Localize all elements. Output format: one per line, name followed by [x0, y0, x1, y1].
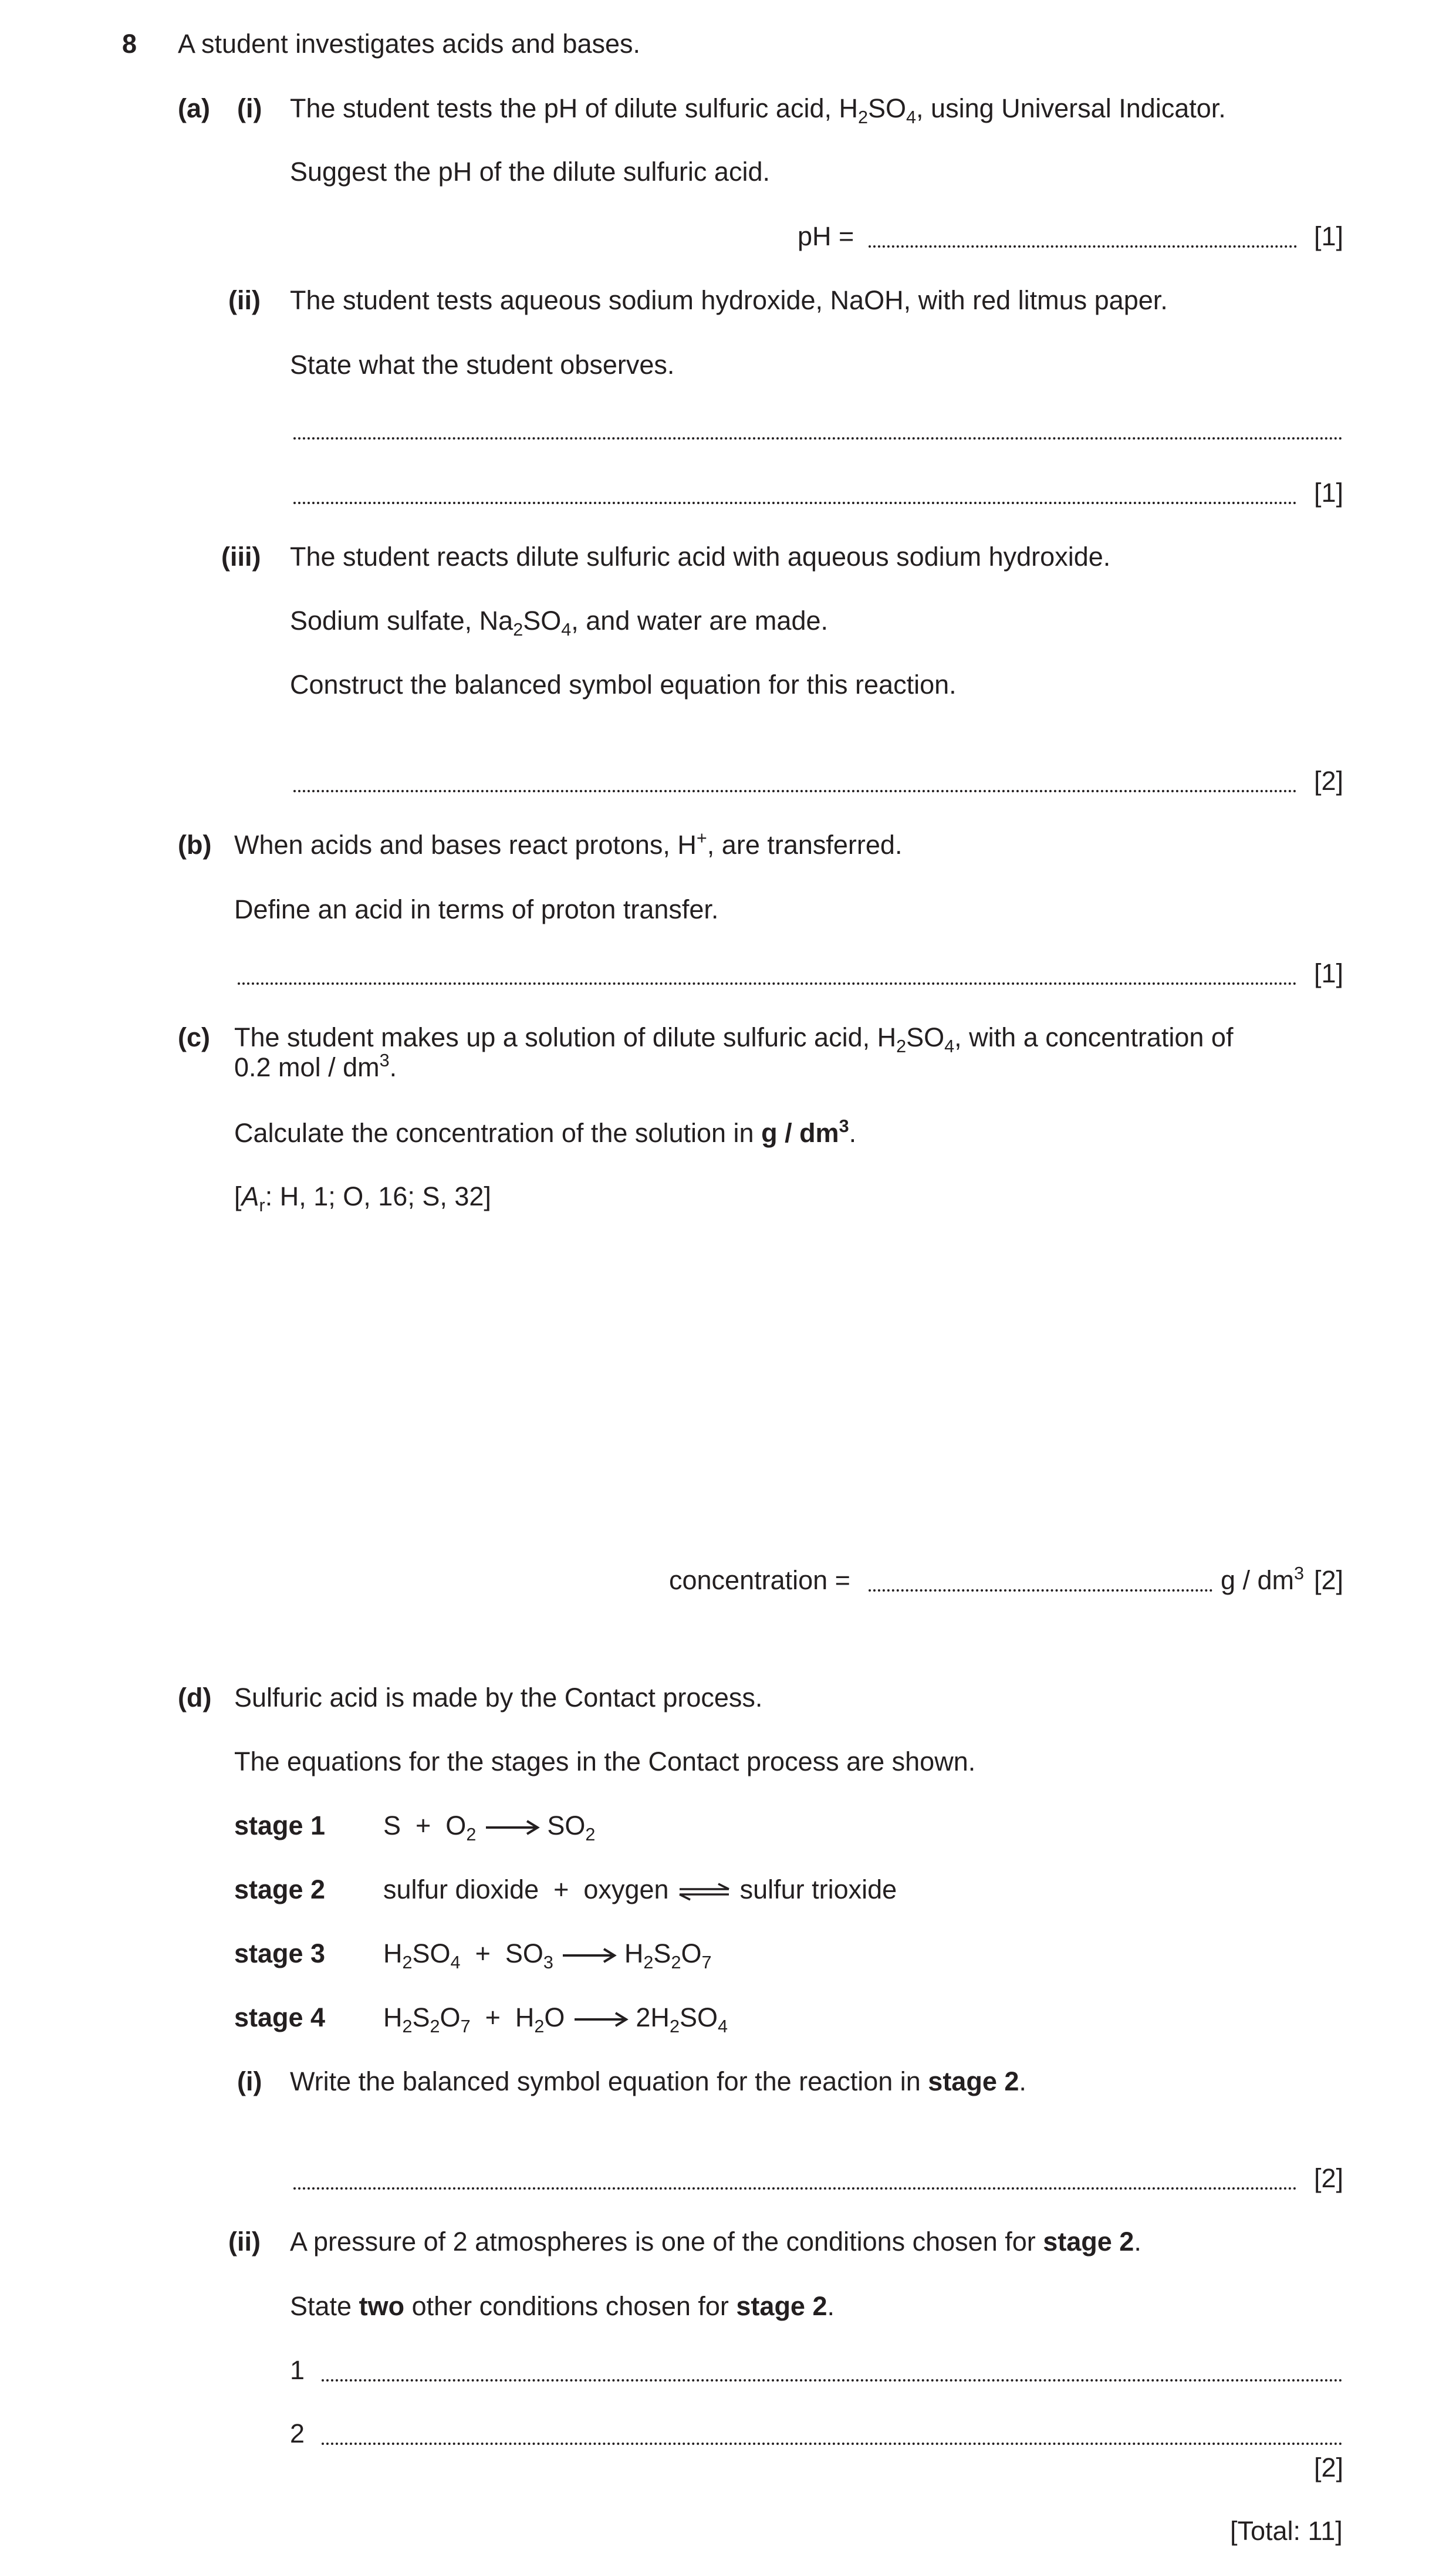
part-d-equations-intro: The equations for the stages in the Contact process are shown.	[234, 1747, 976, 1776]
stage-1-label: stage 1	[234, 1810, 326, 1840]
part-c-label: (c)	[178, 1022, 210, 1052]
relative-atomic-masses: [$A_r$: H, 1; O, 16; S, 32]	[234, 1181, 491, 1215]
question-intro: A student investigates acids and bases.	[178, 29, 641, 59]
part-c-line2: 0.2 mol / $dm^3$.	[234, 1051, 397, 1082]
right-arrow-icon	[484, 1820, 540, 1835]
part-c-marks: [2]	[1314, 1565, 1344, 1595]
part-a-iii-text: The student reacts dilute sulfuric acid with aqueous sodium hydroxide.	[290, 542, 1111, 572]
part-d-intro: Sulfuric acid is made by the Contact process.	[234, 1683, 763, 1712]
condition-2-answer-line[interactable]	[322, 2443, 1343, 2445]
concentration-answer-label: concentration =	[669, 1565, 850, 1595]
part-d-ii-marks: [2]	[1314, 2453, 1344, 2482]
part-a-ii-instruction: State what the student observes.	[290, 350, 675, 380]
condition-1-answer-line[interactable]	[322, 2379, 1343, 2382]
ph-answer-label: pH =	[798, 221, 854, 251]
part-a-iii-line2: Sodium sulfate, $Na_2SO_4$, and water are made.	[290, 606, 829, 640]
part-a-i-marks: [1]	[1314, 221, 1344, 251]
stage-3-label: stage 3	[234, 1938, 326, 1968]
part-a-iii-label: (iii)	[221, 542, 261, 572]
part-d-ii-instruction: State two other conditions chosen for stage 2.	[290, 2291, 835, 2321]
part-d-i-answer-line[interactable]	[293, 2187, 1297, 2190]
concentration-unit: g / $dm^3$	[1221, 1563, 1305, 1595]
part-d-i-marks: [2]	[1314, 2163, 1344, 2193]
part-b-label: (b)	[178, 830, 212, 860]
stage-4-equation: $H_2S_2O_7 + H_2O$ $2H_2SO_4$	[383, 2002, 728, 2036]
part-b-instruction: Define an acid in terms of proton transfer.	[234, 894, 719, 924]
part-b-answer-line[interactable]	[238, 982, 1297, 985]
part-a-i-label: (i)	[237, 93, 262, 123]
part-b-marks: [1]	[1314, 958, 1344, 988]
concentration-answer-line[interactable]	[869, 1589, 1212, 1592]
part-d-ii-text: A pressure of 2 atmospheres is one of the conditions chosen for stage 2.	[290, 2227, 1141, 2257]
part-a-ii-answer-line-2[interactable]	[293, 502, 1297, 504]
part-a-iii-instruction: Construct the balanced symbol equation for this reaction.	[290, 670, 957, 700]
stage-3-equation: $H_2SO_4 + SO_3$ $H_2S_2O_7$	[383, 1938, 712, 1972]
part-b-text: When acids and bases react protons, H+, are transferred.	[234, 828, 903, 860]
question-number: 8	[122, 29, 137, 59]
right-arrow-icon	[560, 1948, 617, 1963]
equilibrium-arrows-icon	[676, 1883, 732, 1900]
part-a-ii-marks: [1]	[1314, 478, 1344, 508]
part-d-i-label: (i)	[237, 2066, 262, 2096]
condition-1-label: 1	[290, 2355, 305, 2385]
part-a-iii-answer-line[interactable]	[293, 790, 1297, 792]
part-c-instruction: Calculate the concentration of the solution in g / $dm^3$.	[234, 1116, 857, 1148]
part-d-ii-label: (ii)	[228, 2227, 261, 2257]
part-a-ii-label: (ii)	[228, 285, 261, 315]
total-marks: [Total: 11]	[1230, 2516, 1343, 2546]
part-a-ii-text: The student tests aqueous sodium hydroxide, NaOH, with red litmus paper.	[290, 285, 1168, 315]
right-arrow-icon	[572, 2012, 629, 2027]
stage-4-label: stage 4	[234, 2002, 326, 2032]
part-a-iii-marks: [2]	[1314, 766, 1344, 796]
part-d-i-text: Write the balanced symbol equation for the reaction in stage 2.	[290, 2066, 1026, 2096]
stage-1-equation: $S + O_2$ $SO_2$	[383, 1810, 596, 1845]
part-a-i-instruction: Suggest the pH of the dilute sulfuric acid.	[290, 157, 770, 187]
part-a-label: (a)	[178, 93, 210, 123]
part-a-ii-answer-line-1[interactable]	[293, 437, 1343, 440]
part-a-i-text: The student tests the pH of dilute sulfuric acid, $H_2SO_4$, using Universal Indicator.	[290, 93, 1226, 127]
ph-answer-line[interactable]	[869, 245, 1297, 248]
condition-2-label: 2	[290, 2418, 305, 2448]
stage-2-label: stage 2	[234, 1874, 326, 1904]
part-d-label: (d)	[178, 1683, 212, 1712]
stage-2-equation: sulfur dioxide + oxygen sulfur trioxide	[383, 1874, 897, 1904]
part-c-line1: The student makes up a solution of dilute sulfuric acid, $H_2SO_4$, with a concentration of	[234, 1022, 1234, 1056]
